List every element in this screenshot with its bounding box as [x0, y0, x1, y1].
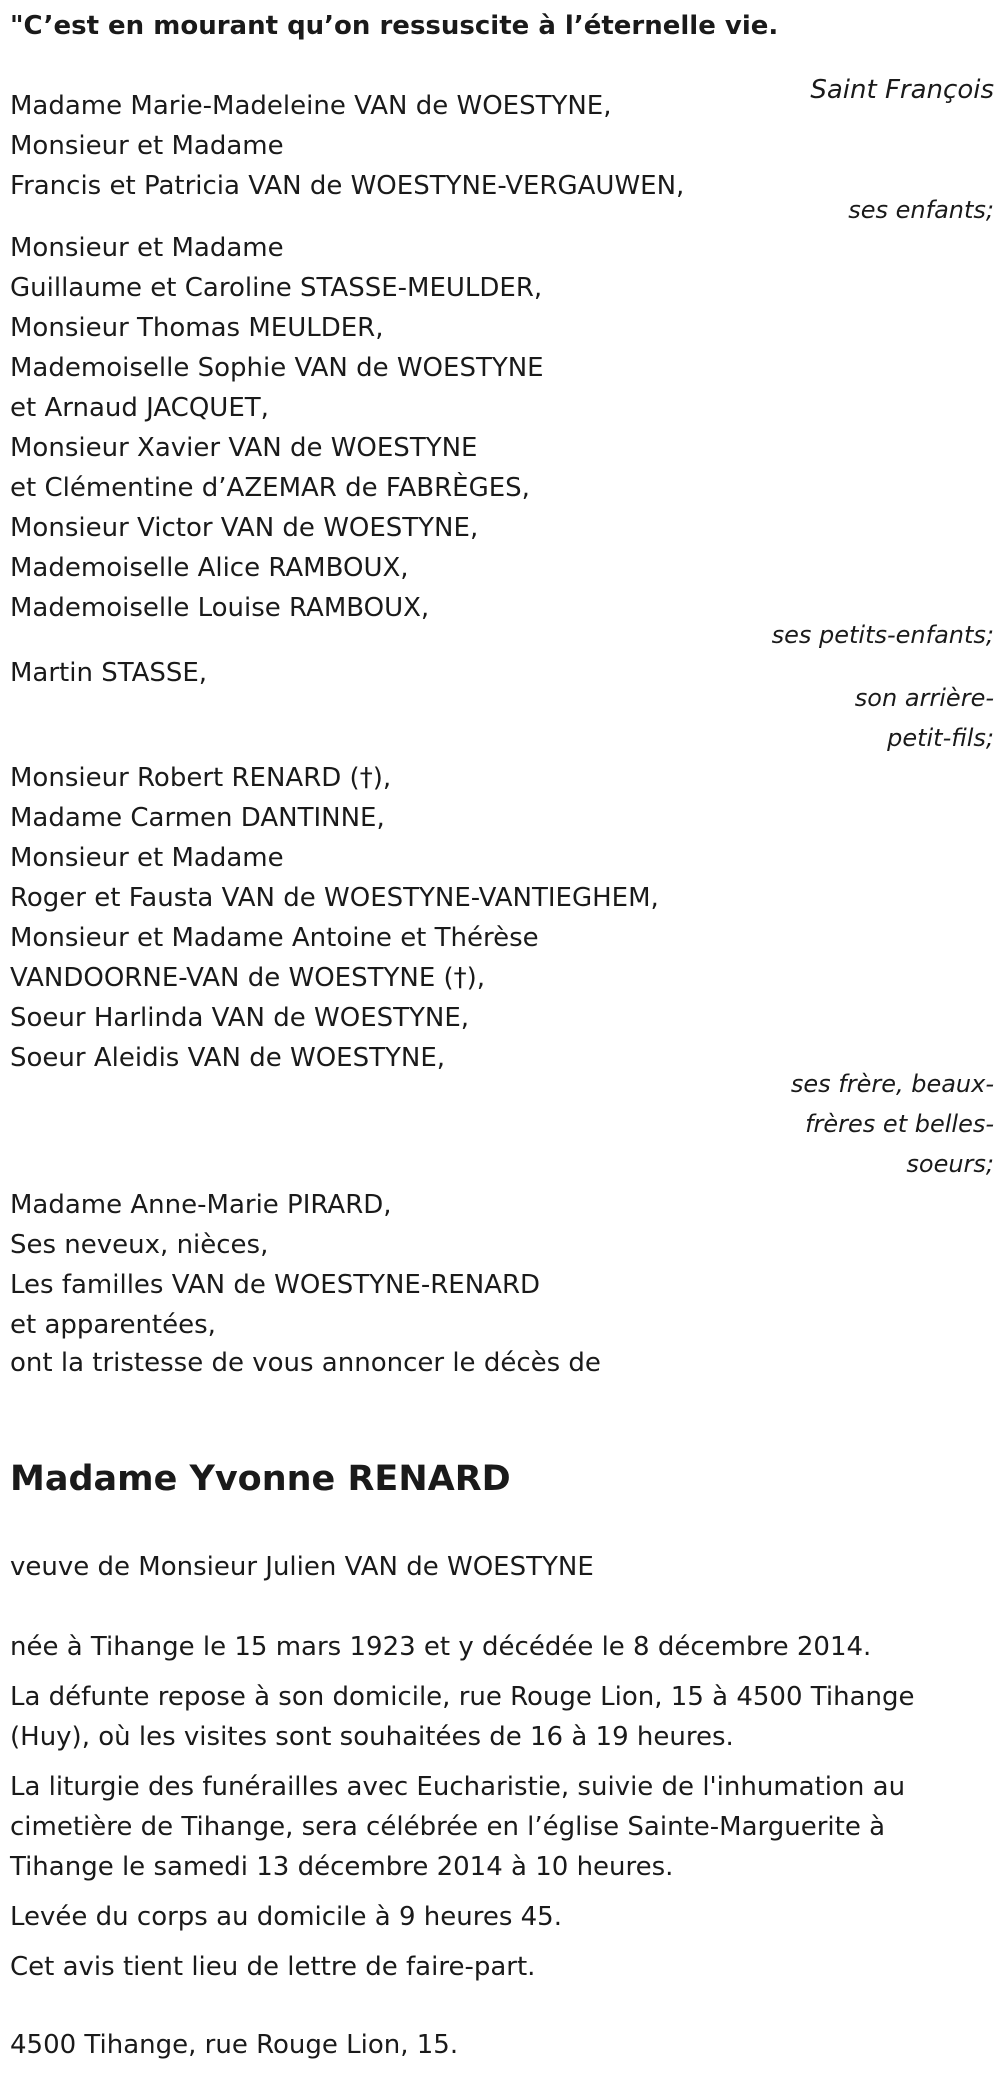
notice-paragraph: Cet avis tient lieu de lettre de faire-part. — [10, 1952, 536, 1982]
birth-death-paragraph: née à Tihange le 15 mars 1923 et y décédée le 8 décembre 2014. — [10, 1632, 872, 1662]
list-item: Roger et Fausta VAN de WOESTYNE-VANTIEGHEM, — [10, 883, 659, 913]
widow-of: veuve de Monsieur Julien VAN de WOESTYNE — [10, 1552, 594, 1582]
list-item: Soeur Aleidis VAN de WOESTYNE, — [10, 1043, 446, 1073]
list-item: Madame Anne-Marie PIRARD, — [10, 1190, 392, 1220]
list-item: et Arnaud JACQUET, — [10, 393, 269, 423]
list-item: Monsieur et Madame Antoine et Thérèse — [10, 923, 539, 953]
list-item: Madame Marie-Madeleine VAN de WOESTYNE, — [10, 91, 612, 121]
address-paragraph: 4500 Tihange, rue Rouge Lion, 15. — [10, 2030, 459, 2060]
siblings-list — [10, 758, 659, 1078]
list-item: Mademoiselle Alice RAMBOUX, — [10, 553, 409, 583]
children-relation: ses enfants; — [848, 196, 994, 224]
rest-paragraph: La défunte repose à son domicile, rue Rouge Lion, 15 à 4500 Tihange (Huy), où les visites sont souhaitées de 16 à 19 heures. — [10, 1682, 915, 1752]
grandchildren-list — [10, 228, 544, 628]
great-grandchild-relation: son arrière- petit-fils; — [854, 684, 994, 752]
list-item: Guillaume et Caroline STASSE-MEULDER, — [10, 273, 543, 303]
list-item: Monsieur Robert RENARD (†), — [10, 763, 392, 793]
list-item: Soeur Harlinda VAN de WOESTYNE, — [10, 1003, 470, 1033]
great-grandchild-list — [10, 653, 207, 693]
list-item: Monsieur Xavier VAN de WOESTYNE — [10, 433, 478, 463]
grandchildren-relation: ses petits-enfants; — [771, 621, 994, 649]
children-list — [10, 86, 684, 206]
list-item: Francis et Patricia VAN de WOESTYNE-VERGAUWEN, — [10, 171, 685, 201]
siblings-relation: ses frère, beaux- frères et belles- soeurs; — [790, 1070, 994, 1178]
list-item: Les familles VAN de WOESTYNE-RENARD — [10, 1270, 541, 1300]
list-item: Monsieur et Madame — [10, 843, 284, 873]
list-item: VANDOORNE-VAN de WOESTYNE (†), — [10, 963, 486, 993]
list-item: Mademoiselle Louise RAMBOUX, — [10, 593, 430, 623]
list-item: Ses neveux, nièces, — [10, 1230, 269, 1260]
list-item: et apparentées, — [10, 1310, 216, 1340]
list-item: Monsieur et Madame — [10, 233, 284, 263]
others-list — [10, 1185, 540, 1345]
list-item: Monsieur et Madame — [10, 131, 284, 161]
list-item: Madame Carmen DANTINNE, — [10, 803, 385, 833]
list-item: Monsieur Victor VAN de WOESTYNE, — [10, 513, 479, 543]
levee-paragraph: Levée du corps au domicile à 9 heures 45. — [10, 1902, 562, 1932]
list-item: Monsieur Thomas MEULDER, — [10, 313, 384, 343]
list-item: Mademoiselle Sophie VAN de WOESTYNE — [10, 353, 544, 383]
liturgy-paragraph: La liturgie des funérailles avec Eucharistie, suivie de l'inhumation au cimetière de Tihange, sera célébrée en l’église Sainte-Marguerite à Tihange le samedi 13 décembre 2014 à 10 heures. — [10, 1772, 906, 1882]
deceased-name: Madame Yvonne RENARD — [10, 1459, 511, 1499]
announcement: ont la tristesse de vous annoncer le décès de — [10, 1348, 601, 1378]
list-item: et Clémentine d’AZEMAR de FABRÈGES, — [10, 473, 530, 503]
list-item: Martin STASSE, — [10, 658, 208, 688]
quote-author: Saint François — [810, 75, 994, 105]
quote: "C’est en mourant qu’on ressuscite à l’éternelle vie. — [10, 11, 779, 41]
